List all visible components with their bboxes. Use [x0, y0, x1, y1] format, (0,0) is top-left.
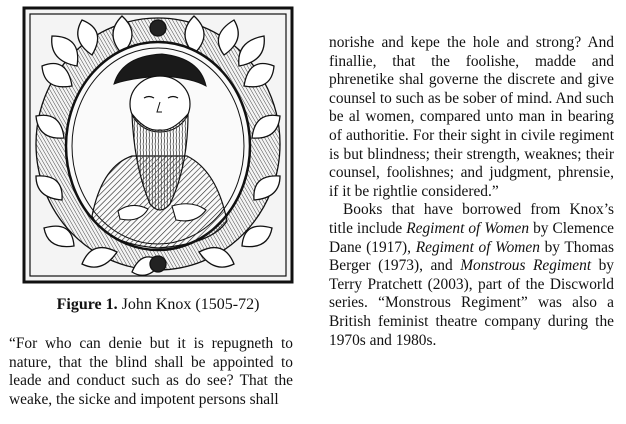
left-column — [9, 335, 293, 409]
caption-label: Figure 1. — [56, 296, 118, 313]
book-title: Regiment of Women — [415, 238, 540, 256]
text-run: by Clemence Dane (1917), — [329, 219, 614, 256]
woodcut-portrait — [22, 6, 294, 284]
books-paragraph — [329, 201, 614, 350]
text-run: Books that have borrowed from Knox’s title include — [329, 201, 614, 237]
quote-paragraph-start: “For who can denie but it is repugneth to nature, that the blind shall be appointed to leade and conduct such as do see? That the weake, the sicke and impotent persons shall — [9, 335, 293, 408]
text-run: by Terry Pratchett (2003), part of the Discworld series. “Monstrous Regiment” was also a British feminist theatre company during the 1970s and 1980s. — [329, 257, 614, 349]
figure-caption — [22, 296, 294, 314]
right-column — [329, 34, 614, 350]
caption-text: John Knox (1505-72) — [117, 296, 260, 313]
figure-john-knox — [16, 6, 300, 314]
book-title: Regiment of Women — [406, 219, 530, 237]
quote-paragraph-continued: norishe and kepe the hole and strong? And finallie, that the foolishe, madde and phrenetike shal governe the discrete and give counsel to such as be sober of mind. And such be al women, compared unto man in bearing of authoritie. For their sight in civile regiment is but blindness; their strength, weaknes; their counsel, foolishnes; and judgment, phrensie, if it be rightlie considered.” — [329, 34, 614, 200]
book-title: Monstrous Regiment — [460, 257, 592, 275]
text-run: by Thomas Berger (1973), and — [329, 238, 614, 275]
portrait-image — [22, 6, 294, 284]
